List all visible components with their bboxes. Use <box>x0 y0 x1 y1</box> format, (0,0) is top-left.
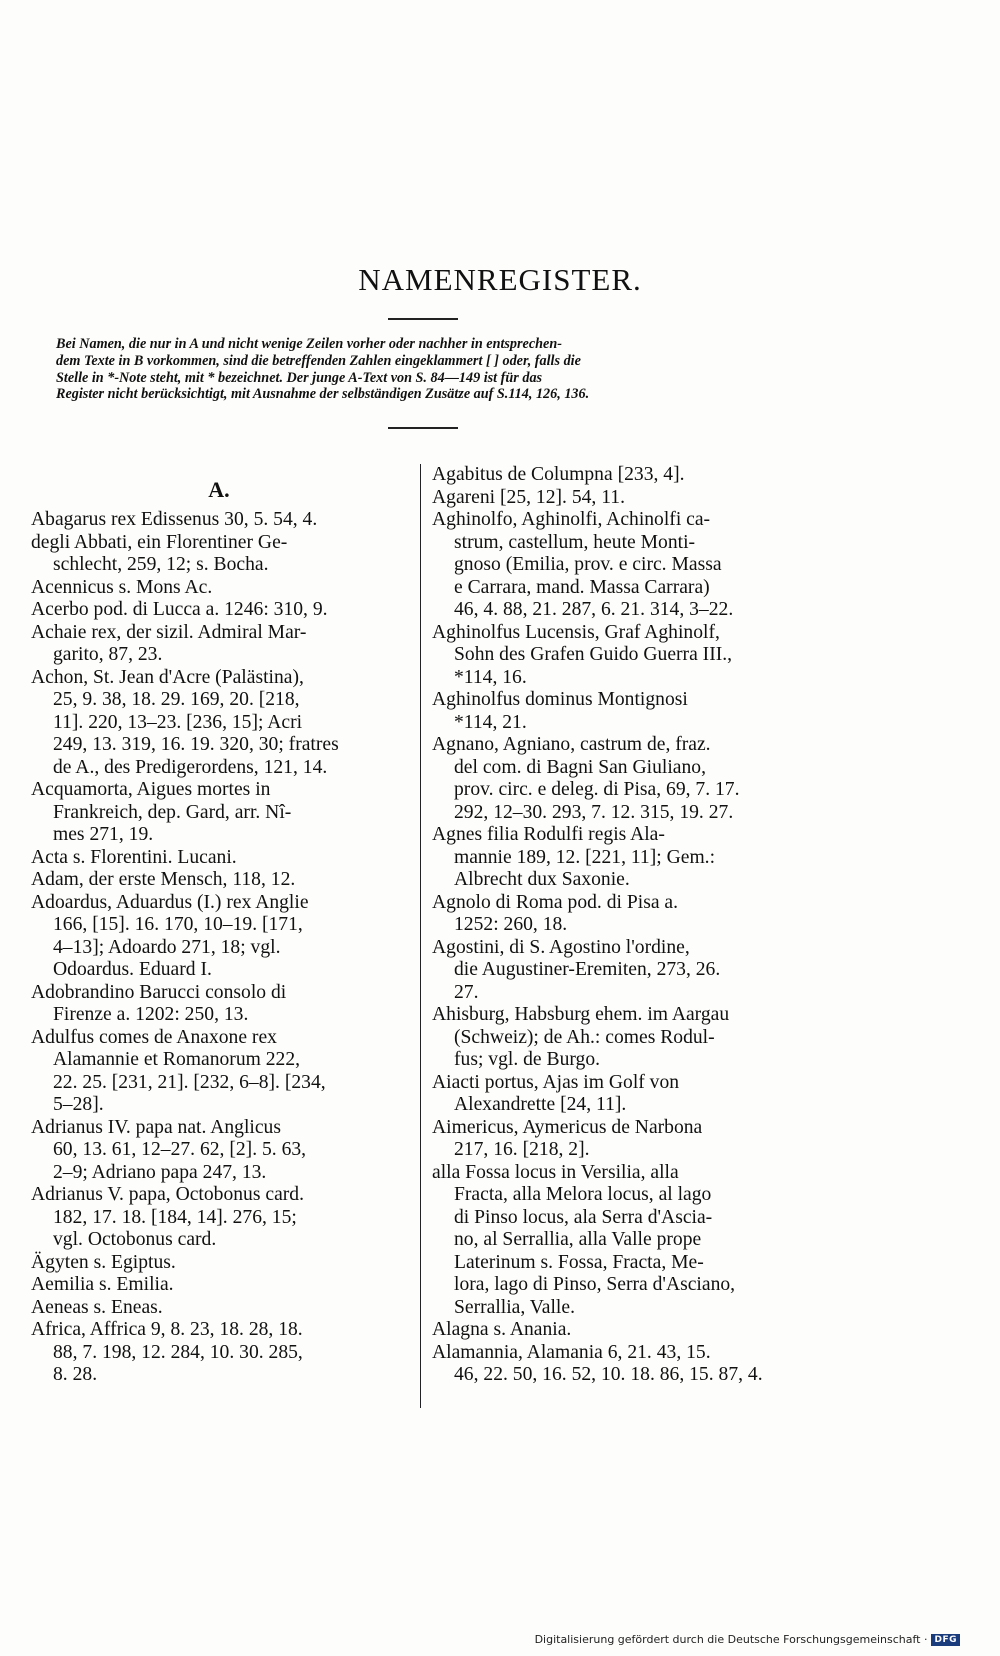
index-entry <box>432 1004 808 1072</box>
index-entry <box>31 869 407 892</box>
index-entry-line: del com. di Bagni San Giuliano, <box>454 756 706 778</box>
index-entry-line: Alamannie et Romanorum 222, <box>53 1049 301 1070</box>
index-entry-line: Agnolo di Roma pod. di Pisa a. <box>432 891 679 913</box>
intro-line: Bei Namen, die nur in A und nicht wenige Zeilen vorher oder nachher in entsprechen- <box>56 336 562 352</box>
index-entry-line: degli Abbati, ein Florentiner Ge- <box>31 531 288 553</box>
index-entry-line: 88, 7. 198, 12. 284, 10. 30. 285, <box>53 1341 303 1363</box>
index-entry-line: Africa, Affrica 9, 8. 23, 18. 28, 18. <box>31 1319 303 1340</box>
index-entry <box>432 509 808 622</box>
index-entry-line: 217, 16. [218, 2]. <box>454 1139 590 1160</box>
index-entry <box>31 532 407 577</box>
index-entry-line: Albrecht dux Saxonie. <box>454 869 630 890</box>
index-entry-line: die Augustiner-Eremiten, 273, 26. <box>454 959 721 980</box>
index-entry-line: 4–13]; Adoardo 271, 18; vgl. <box>53 936 281 958</box>
index-entry-line: Aemilia s. Emilia. <box>31 1274 174 1295</box>
index-entry <box>432 1342 808 1387</box>
index-entry-line: Agareni [25, 12]. 54, 11. <box>432 486 625 508</box>
index-entry-line: di Pinso locus, ala Serra d'Ascia- <box>454 1206 713 1228</box>
index-entry <box>31 622 407 667</box>
title-rule <box>388 318 458 320</box>
index-entry <box>432 1072 808 1117</box>
index-entry-line: 60, 13. 61, 12–27. 62, [2]. 5. 63, <box>53 1139 307 1160</box>
section-letter: A. <box>208 477 230 502</box>
index-entry-line: 2–9; Adriano papa 247, 13. <box>53 1161 267 1183</box>
index-entry-line: Agnano, Agniano, castrum de, fraz. <box>432 734 711 755</box>
index-entry-line: gnoso (Emilia, prov. e circ. Massa <box>454 554 722 575</box>
intro-rule <box>388 427 458 429</box>
index-entry-line: Acerbo pod. di Lucca a. 1246: 310, 9. <box>31 599 328 620</box>
index-entry <box>31 599 407 622</box>
dfg-logo: DFG <box>931 1634 960 1646</box>
index-entry <box>31 1319 407 1387</box>
intro-line: Register nicht berücksichtigt, mit Ausnahme der selbständigen Zusätze auf S.114, 126, 136. <box>56 386 590 403</box>
index-entry-line: Aimericus, Aymericus de Narbona <box>432 1116 703 1138</box>
index-entry-line: e Carrara, mand. Massa Carrara) <box>454 576 710 598</box>
index-entry <box>31 1297 407 1320</box>
index-entry-line: Abagarus rex Edissenus 30, 5. 54, 4. <box>31 509 318 530</box>
index-entry-line: prov. circ. e deleg. di Pisa, 69, 7. 17. <box>454 779 740 800</box>
index-entry-line: Adulfus comes de Anaxone rex <box>31 1026 277 1048</box>
index-entry <box>432 689 808 734</box>
index-entry-line: strum, castellum, heute Monti- <box>454 531 696 553</box>
index-entry <box>432 892 808 937</box>
index-entry <box>31 1117 407 1185</box>
index-entry-line: Aghinolfus Lucensis, Graf Aghinolf, <box>432 621 720 643</box>
index-entry-line: Ägyten s. Egiptus. <box>31 1251 176 1273</box>
index-entry-line: Fracta, alla Melora locus, al lago <box>454 1184 712 1205</box>
index-entry <box>31 1252 407 1275</box>
index-entry-line: Firenze a. 1202: 250, 13. <box>53 1004 249 1025</box>
index-entry-line: Adoardus, Aduardus (I.) rex Anglie <box>31 891 309 913</box>
index-entry-line: Aghinolfo, Aghinolfi, Achinolfi ca- <box>432 509 711 530</box>
index-entry <box>432 1162 808 1320</box>
index-entry-line: de A., des Predigerordens, 121, 14. <box>53 756 328 778</box>
index-entry-line: vgl. Octobonus card. <box>53 1229 217 1250</box>
index-entry-line: mes 271, 19. <box>53 824 154 845</box>
index-entry-line: lora, lago di Pinso, Serra d'Asciano, <box>454 1274 736 1295</box>
index-entry-line: 46, 4. 88, 21. 287, 6. 21. 314, 3–22. <box>454 599 734 620</box>
column-divider <box>420 464 421 1408</box>
index-entry <box>432 622 808 690</box>
index-entry-line: Agabitus de Columpna [233, 4]. <box>432 464 685 485</box>
left-column <box>31 464 407 1387</box>
index-entry-line: 166, [15]. 16. 170, 10–19. [171, <box>53 914 303 935</box>
index-entry-line: 182, 17. 18. [184, 14]. 276, 15; <box>53 1206 297 1228</box>
index-entry-line: Adrianus IV. papa nat. Anglicus <box>31 1116 281 1138</box>
index-entry-line: 5–28]. <box>53 1094 104 1115</box>
index-entry <box>432 1319 808 1342</box>
index-entry-line: Adobrandino Barucci consolo di <box>31 981 287 1003</box>
index-entry-line: Ahisburg, Habsburg ehem. im Aargau <box>432 1004 730 1025</box>
index-entry-line: Alamannia, Alamania 6, 21. 43, 15. <box>432 1341 711 1363</box>
index-entry-line: fus; vgl. de Burgo. <box>454 1049 601 1070</box>
index-entry-line: Serrallia, Valle. <box>454 1296 575 1318</box>
index-entry-line: 11]. 220, 13–23. [236, 15]; Acri <box>53 711 303 733</box>
index-entry-line: Sohn des Grafen Guido Guerra III., <box>454 644 733 665</box>
index-entry-line: no, al Serrallia, alla Valle prope <box>454 1229 702 1250</box>
intro-note <box>56 336 826 403</box>
index-entry-line: Acta s. Florentini. Lucani. <box>31 846 237 868</box>
index-entry <box>31 1274 407 1297</box>
index-entry <box>432 464 808 487</box>
index-entry-line: Aghinolfus dominus Montignosi <box>432 689 688 710</box>
index-entry <box>432 734 808 824</box>
footer-text: Digitalisierung gefördert durch die Deutsche Forschungsgemeinschaft · <box>534 1633 928 1646</box>
index-entry-line: 27. <box>454 981 479 1003</box>
index-entry <box>31 509 407 532</box>
index-entry-line: alla Fossa locus in Versilia, alla <box>432 1161 679 1183</box>
index-entry-line: 249, 13. 319, 16. 19. 320, 30; fratres <box>53 734 339 755</box>
index-entry <box>432 824 808 892</box>
index-entry-line: Aeneas s. Eneas. <box>31 1296 163 1318</box>
index-entry <box>31 667 407 780</box>
intro-line: Stelle in *-Note steht, mit * bezeichnet. Der junge A-Text von S. 84—149 ist für das <box>56 369 543 386</box>
index-entry-line: *114, 16. <box>454 666 527 688</box>
index-entry-line: Achon, St. Jean d'Acre (Palästina), <box>31 666 304 688</box>
index-entry-line: 25, 9. 38, 18. 29. 169, 20. [218, <box>53 689 300 710</box>
index-entry <box>31 779 407 847</box>
intro-line: dem Texte in B vorkommen, sind die betreffenden Zahlen eingeklammert [ ] oder, falls die <box>56 352 581 369</box>
index-entry <box>31 892 407 982</box>
index-entry-line: 8. 28. <box>53 1364 98 1385</box>
index-entry-line: (Schweiz); de Ah.: comes Rodul- <box>454 1026 715 1048</box>
digitization-footer <box>535 1633 960 1646</box>
index-entry <box>31 982 407 1027</box>
index-entry-line: Adrianus V. papa, Octobonus card. <box>31 1184 304 1205</box>
page-title: NAMENREGISTER. <box>358 262 642 297</box>
index-entry-line: Frankreich, dep. Gard, arr. Nî- <box>53 801 292 823</box>
index-entry-line: Alexandrette [24, 11]. <box>454 1094 627 1115</box>
index-entry-line: schlecht, 259, 12; s. Bocha. <box>53 554 269 575</box>
index-entry <box>31 1184 407 1252</box>
index-entry-line: Achaie rex, der sizil. Admiral Mar- <box>31 621 307 643</box>
index-entry <box>432 1117 808 1162</box>
index-entry-line: 22. 25. [231, 21]. [232, 6–8]. [234, <box>53 1071 326 1093</box>
index-entry-line: Agnes filia Rodulfi regis Ala- <box>432 824 665 845</box>
index-entry-line: Laterinum s. Fossa, Fracta, Me- <box>454 1251 704 1273</box>
index-entry-line: *114, 21. <box>454 711 527 733</box>
index-entry <box>31 577 407 600</box>
index-entry-line: Odoardus. Eduard I. <box>53 959 212 980</box>
index-entry <box>432 487 808 510</box>
index-entry-line: Aiacti portus, Ajas im Golf von <box>432 1071 680 1093</box>
index-entry-line: Agostini, di S. Agostino l'ordine, <box>432 936 690 958</box>
index-entry-line: 46, 22. 50, 16. 52, 10. 18. 86, 15. 87, 4. <box>454 1364 763 1385</box>
index-entry <box>31 847 407 870</box>
right-column <box>432 464 808 1387</box>
index-entry <box>432 937 808 1005</box>
index-entry-line: garito, 87, 23. <box>53 644 163 665</box>
index-entry-line: Acquamorta, Aigues mortes in <box>31 779 271 800</box>
index-entry-line: Alagna s. Anania. <box>432 1319 572 1340</box>
index-entry-line: 292, 12–30. 293, 7. 12. 315, 19. 27. <box>454 801 734 823</box>
index-entry <box>31 1027 407 1117</box>
index-entry-line: mannie 189, 12. [221, 11]; Gem.: <box>454 846 716 868</box>
index-entry-line: 1252: 260, 18. <box>454 914 568 935</box>
index-entry-line: Acennicus s. Mons Ac. <box>31 576 213 598</box>
index-entry-line: Adam, der erste Mensch, 118, 12. <box>31 869 296 890</box>
